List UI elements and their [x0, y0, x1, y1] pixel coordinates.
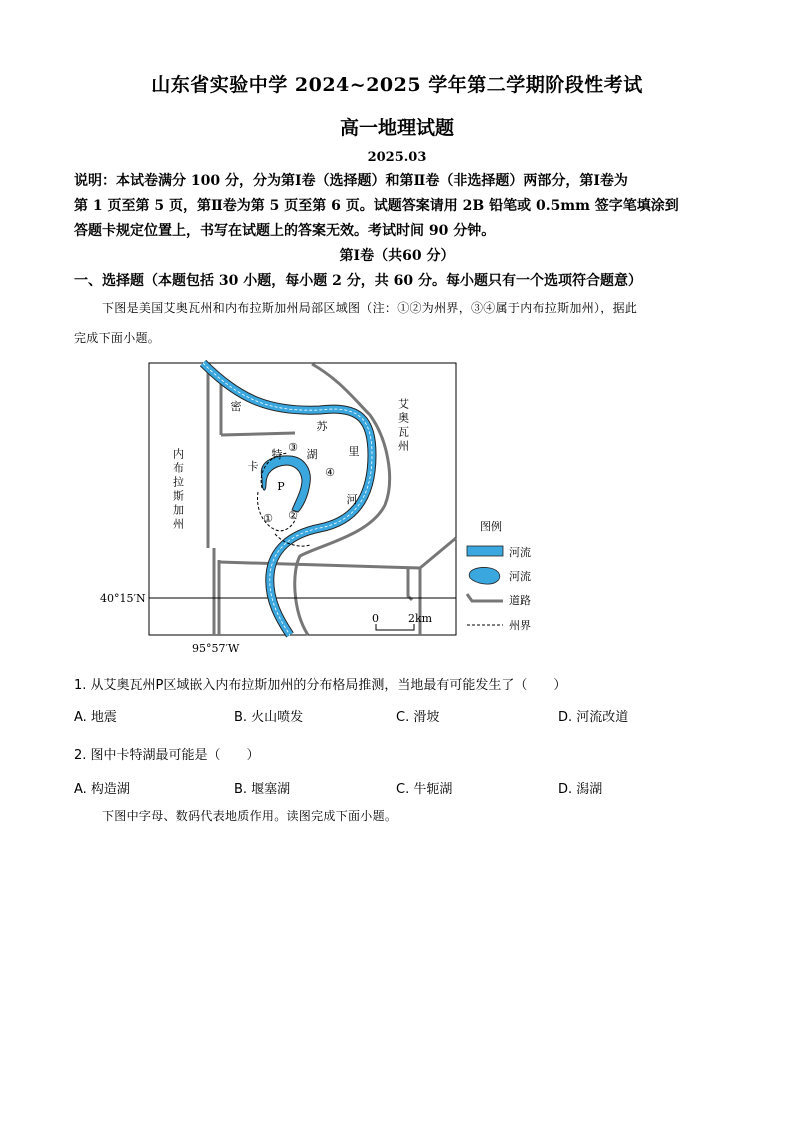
label-p: P — [277, 480, 285, 493]
question-2-option-c[interactable]: C. 牛轭湖 — [396, 782, 453, 797]
legend-lake-swatch — [469, 567, 500, 584]
instructions-line-2: 第 1 页至第 5 页，第Ⅱ卷为第 5 页至第 6 页。试题答案请用 2B 铅笔或 0.5mm 签字笔填涂到 — [74, 198, 679, 214]
label-li: 里 — [348, 445, 360, 458]
roads — [208, 363, 456, 635]
question-2-option-a[interactable]: A. 构造湖 — [74, 782, 130, 797]
section-heading: 一、选择题（本题包括 30 小题，每小题 2 分，共 60 分。每小题只有一个选项符合题意） — [74, 273, 642, 289]
legend-road-swatch — [467, 594, 503, 601]
legend-title: 图例 — [480, 520, 502, 533]
label-circle-2: ② — [288, 509, 298, 522]
label-nebraska: 内布拉斯加州 — [171, 448, 185, 532]
question-1-option-d[interactable]: D. 河流改道 — [558, 710, 629, 725]
question-2-option-b[interactable]: B. 堰塞湖 — [234, 782, 291, 797]
instructions-line-1: 说明：本试卷满分 100 分，分为第Ⅰ卷（选择题）和第Ⅱ卷（非选择题）两部分，第Ⅰ卷为 — [74, 173, 628, 189]
label-circle-3: ③ — [288, 441, 298, 454]
label-hu: 湖 — [306, 448, 318, 461]
question-1-stem: 1. 从艾奥瓦州P区域嵌入内布拉斯加州的分布格局推测，当地最有可能发生了（ ） — [74, 678, 567, 693]
passage-2-line-1: 下图中字母、数码代表地质作用。读图完成下面小题。 — [102, 809, 398, 823]
legend-border: 州界 — [509, 619, 531, 632]
exam-date: 2025.03 — [367, 150, 427, 165]
label-circle-4: ④ — [325, 466, 335, 479]
legend-road: 道路 — [509, 594, 531, 607]
svg-text:2km: 2km — [408, 612, 433, 625]
question-2-option-d[interactable]: D. 潟湖 — [558, 782, 603, 797]
label-te: 特 — [271, 448, 283, 461]
svg-text:0: 0 — [372, 612, 379, 625]
legend-lake: 河流 — [509, 570, 531, 583]
label-iowa: 艾奥瓦州 — [396, 398, 410, 454]
passage-1-line-1: 下图是美国艾奥瓦州和内布拉斯加州局部区域图（注：①②为州界，③④属于内布拉斯加州），据此 — [102, 301, 638, 315]
legend-river-swatch — [467, 546, 503, 556]
label-su: 苏 — [316, 420, 328, 433]
label-mi: 密 — [230, 400, 242, 413]
map-legend — [467, 519, 531, 632]
exam-title: 山东省实验中学 2024~2025 学年第二学期阶段性考试 — [151, 74, 643, 96]
label-he: 河 — [346, 493, 358, 506]
question-1-option-b[interactable]: B. 火山喷发 — [234, 710, 304, 725]
question-1-option-a[interactable]: A. 地震 — [74, 710, 117, 725]
part-title: 第Ⅰ卷（共60 分） — [339, 248, 455, 264]
label-ka: 卡 — [247, 460, 259, 473]
longitude-label: 95°57′W — [192, 642, 240, 655]
instructions-line-3: 答题卡规定位置上，书写在试题上的答案无效。考试时间 90 分钟。 — [74, 223, 496, 239]
legend-river: 河流 — [509, 546, 531, 559]
carter-lake — [261, 456, 310, 512]
scale-bar — [372, 612, 433, 630]
label-circle-1: ① — [263, 512, 273, 525]
question-2-stem: 2. 图中卡特湖最可能是（ ） — [74, 748, 260, 763]
passage-1-line-2: 完成下面小题。 — [74, 331, 161, 345]
exam-subtitle: 高一地理试题 — [339, 117, 454, 139]
question-1-option-c[interactable]: C. 滑坡 — [396, 710, 440, 725]
latitude-label: 40°15′N — [100, 592, 146, 605]
